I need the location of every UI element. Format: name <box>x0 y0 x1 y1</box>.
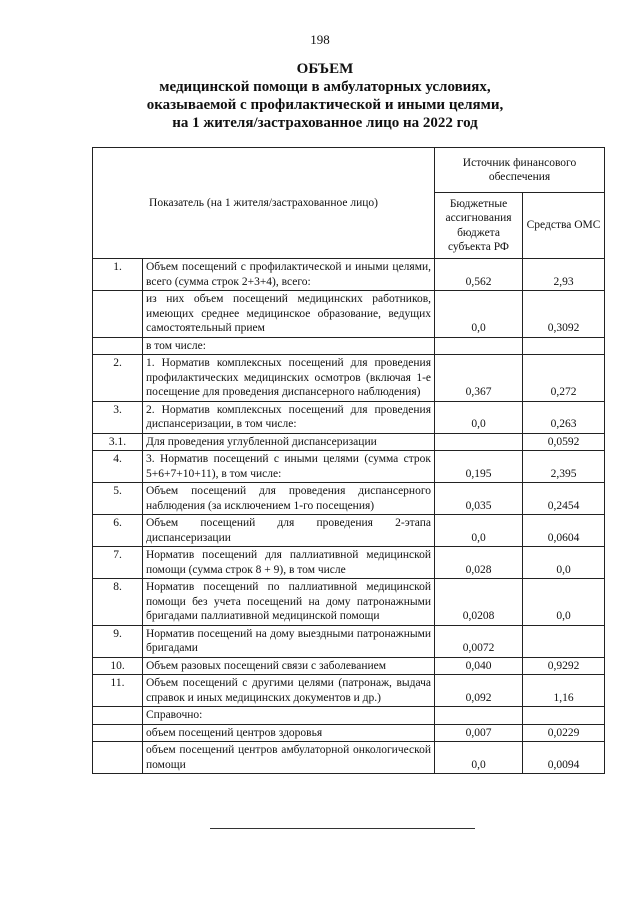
row-number: 6. <box>93 515 143 547</box>
table-row <box>93 401 605 433</box>
table-row <box>93 579 605 626</box>
row-indicator: 2. Норматив комплексных посещений для проведения диспансеризации, в том числе: <box>143 401 435 433</box>
table-row <box>93 515 605 547</box>
row-indicator: Норматив посещений по паллиативной медицинской помощи без учета посещений на дому патронажными бригадами паллиативной медицинской помощи <box>143 579 435 626</box>
header-indicator: Показатель (на 1 жителя/застрахованное лицо) <box>93 148 435 259</box>
table-row <box>93 547 605 579</box>
row-indicator: Объем посещений для проведения диспансерного наблюдения (за исключением 1-го посещения) <box>143 483 435 515</box>
row-oms-value: 0,0592 <box>523 433 605 451</box>
table-row <box>93 291 605 338</box>
row-number <box>93 724 143 742</box>
row-budget-value: 0,367 <box>435 355 523 402</box>
row-oms-value: 0,272 <box>523 355 605 402</box>
table-row <box>93 625 605 657</box>
row-indicator: Объем посещений с профилактической и иными целями, всего (сумма строк 2+3+4), всего: <box>143 259 435 291</box>
row-budget-value: 0,092 <box>435 675 523 707</box>
row-budget-value: 0,028 <box>435 547 523 579</box>
row-number: 4. <box>93 451 143 483</box>
row-indicator: Объем разовых посещений связи с заболеванием <box>143 657 435 675</box>
page-title <box>60 60 590 132</box>
table-row <box>93 742 605 774</box>
row-oms-value: 0,0604 <box>523 515 605 547</box>
row-number <box>93 337 143 355</box>
title-line: оказываемой с профилактической и иными целями, <box>146 97 504 113</box>
row-budget-value: 0,0 <box>435 742 523 774</box>
row-oms-value: 0,9292 <box>523 657 605 675</box>
table-row <box>93 657 605 675</box>
row-number: 2. <box>93 355 143 402</box>
row-number <box>93 742 143 774</box>
table-row <box>93 337 605 355</box>
row-budget-value: 0,007 <box>435 724 523 742</box>
row-indicator: Объем посещений для проведения 2-этапа диспансеризации <box>143 515 435 547</box>
table-row <box>93 675 605 707</box>
row-budget-value <box>435 337 523 355</box>
row-number: 1. <box>93 259 143 291</box>
table-row <box>93 259 605 291</box>
row-indicator: из них объем посещений медицинских работников, имеющих среднее медицинское образование, ведущих самостоятельный прием <box>143 291 435 338</box>
row-oms-value: 1,16 <box>523 675 605 707</box>
row-oms-value: 0,0 <box>523 547 605 579</box>
row-number: 7. <box>93 547 143 579</box>
row-oms-value: 2,93 <box>523 259 605 291</box>
row-oms-value <box>523 625 605 657</box>
closing-divider <box>210 828 475 829</box>
table-row <box>93 451 605 483</box>
row-indicator: 1. Норматив комплексных посещений для проведения профилактических медицинских осмотров (включая 1-е посещение для проведения диспансерного наблюдения) <box>143 355 435 402</box>
table-row <box>93 433 605 451</box>
row-oms-value: 0,0 <box>523 579 605 626</box>
row-number: 5. <box>93 483 143 515</box>
row-budget-value: 0,0 <box>435 515 523 547</box>
row-oms-value <box>523 337 605 355</box>
row-indicator: объем посещений центров амбулаторной онкологической помощи <box>143 742 435 774</box>
row-budget-value: 0,195 <box>435 451 523 483</box>
row-budget-value: 0,0072 <box>435 625 523 657</box>
row-indicator: 3. Норматив посещений с иными целями (сумма строк 5+6+7+10+11), в том числе: <box>143 451 435 483</box>
row-indicator: Норматив посещений на дому выездными патронажными бригадами <box>143 625 435 657</box>
header-source: Источник финансового обеспечения <box>435 148 605 193</box>
row-budget-value: 0,0 <box>435 401 523 433</box>
row-indicator: объем посещений центров здоровья <box>143 724 435 742</box>
row-oms-value: 0,263 <box>523 401 605 433</box>
row-number: 11. <box>93 675 143 707</box>
row-budget-value: 0,562 <box>435 259 523 291</box>
row-number <box>93 291 143 338</box>
row-number: 3.1. <box>93 433 143 451</box>
title-line: медицинской помощи в амбулаторных условиях, <box>159 79 491 95</box>
title-line: на 1 жителя/застрахованное лицо на 2022 год <box>172 115 478 131</box>
row-oms-value <box>523 707 605 725</box>
row-indicator: Для проведения углубленной диспансеризации <box>143 433 435 451</box>
row-budget-value <box>435 433 523 451</box>
table-row <box>93 724 605 742</box>
page-number: 198 <box>310 32 330 47</box>
table-row <box>93 707 605 725</box>
row-budget-value: 0,040 <box>435 657 523 675</box>
row-budget-value: 0,0 <box>435 291 523 338</box>
row-number: 10. <box>93 657 143 675</box>
row-oms-value: 0,3092 <box>523 291 605 338</box>
row-indicator: в том числе: <box>143 337 435 355</box>
row-number: 9. <box>93 625 143 657</box>
table-row <box>93 483 605 515</box>
header-oms: Средства ОМС <box>523 193 605 259</box>
row-indicator: Объем посещений с другими целями (патронаж, выдача справок и иных медицинских документов и др.) <box>143 675 435 707</box>
table-row <box>93 355 605 402</box>
row-budget-value: 0,0208 <box>435 579 523 626</box>
title-line: ОБЪЕМ <box>296 61 354 77</box>
table-body <box>93 259 605 774</box>
row-oms-value: 0,2454 <box>523 483 605 515</box>
row-number: 8. <box>93 579 143 626</box>
row-budget-value <box>435 707 523 725</box>
row-number: 3. <box>93 401 143 433</box>
row-indicator: Справочно: <box>143 707 435 725</box>
volume-table <box>92 147 605 774</box>
row-budget-value: 0,035 <box>435 483 523 515</box>
header-budget: Бюджетные ассигнования бюджета субъекта РФ <box>435 193 523 259</box>
row-oms-value: 0,0094 <box>523 742 605 774</box>
row-oms-value: 0,0229 <box>523 724 605 742</box>
row-indicator: Норматив посещений для паллиативной медицинской помощи (сумма строк 8 + 9), в том числе <box>143 547 435 579</box>
row-oms-value: 2,395 <box>523 451 605 483</box>
row-number <box>93 707 143 725</box>
